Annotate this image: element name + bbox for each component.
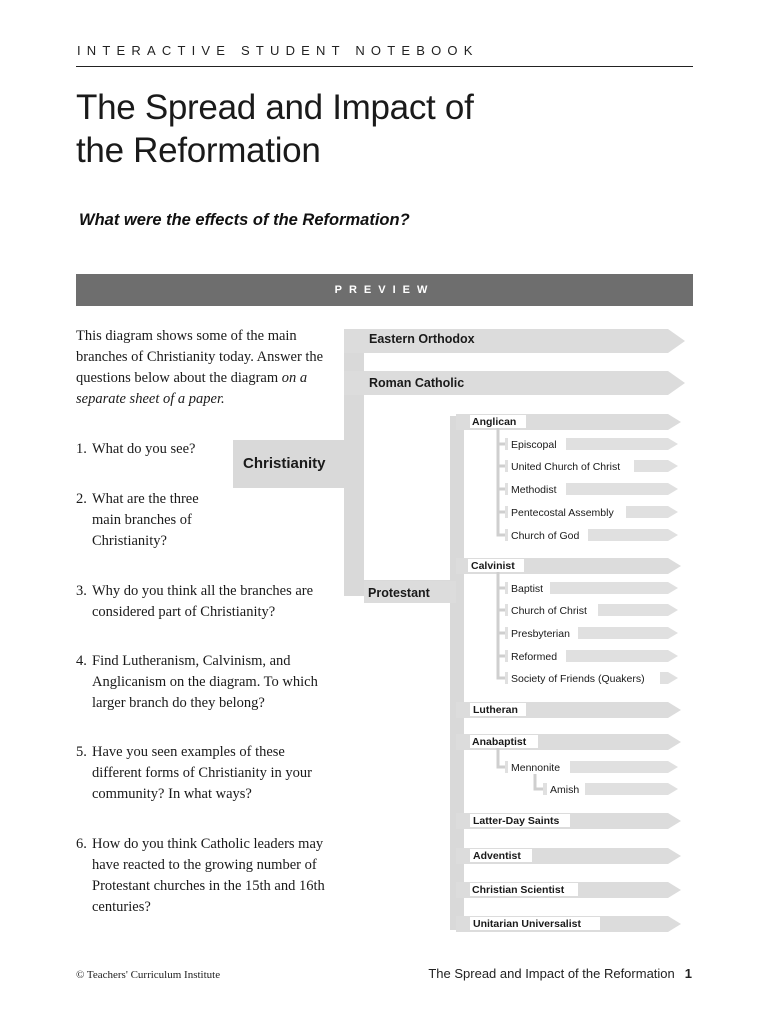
sub-branch-label: Baptist (511, 583, 544, 595)
page-title-line-2: the Reformation (76, 131, 321, 170)
intro-emphasis: on a separate sheet of a paper. (76, 370, 308, 407)
preview-section-bar: PREVIEW (76, 274, 693, 306)
sub-branch-label: Church of God (511, 530, 580, 542)
question-number: 5. (76, 744, 87, 760)
copyright-notice: © Teachers' Curriculum Institute (76, 969, 221, 981)
running-footer (428, 966, 692, 981)
sub-branch-label: Mennonite (511, 762, 561, 774)
question-text: Why do you think all the branches are considered part of Christianity? (92, 583, 314, 620)
essential-question: What were the effects of the Reformation? (79, 211, 410, 229)
question-text: Find Lutheranism, Calvinism, and Anglicanism on the diagram. To which larger branch do they belong? (92, 653, 318, 711)
question-number: 6. (76, 836, 87, 852)
root-label: Christianity (243, 455, 326, 472)
protestant-branch-label: Anabaptist (472, 736, 527, 748)
diagram-connectors (233, 336, 464, 930)
question-number: 1. (76, 441, 87, 457)
sub-branch-label: Pentecostal Assembly (511, 507, 614, 519)
question-text: What are the three main branches of Christianity? (92, 491, 199, 549)
question-number: 4. (76, 653, 87, 669)
protestant-branch-label: Calvinist (471, 560, 515, 572)
protestant-branch-label: Christian Scientist (472, 884, 565, 896)
question-number: 2. (76, 491, 87, 507)
main-branch-label: Roman Catholic (369, 376, 465, 390)
main-branch-label: Protestant (368, 586, 430, 600)
running-title: The Spread and Impact of the Reformation (428, 966, 675, 981)
protestant-branch-label: Adventist (473, 850, 521, 862)
sub-branch-label: Amish (550, 784, 580, 796)
question-text: Have you seen examples of these different forms of Christianity in your community? In what ways? (92, 744, 313, 802)
notebook-label: INTERACTIVE STUDENT NOTEBOOK (77, 43, 479, 58)
question-number: 3. (76, 583, 87, 599)
protestant-branch-label: Anglican (472, 416, 517, 428)
sub-branch-label: Church of Christ (511, 605, 587, 617)
sub-branch-label: Reformed (511, 651, 558, 663)
question-text: How do you think Catholic leaders may have reacted to the growing number of Protestant churches in the 15th and 16th centuries? (92, 836, 325, 915)
sub-branch-label: United Church of Christ (511, 461, 621, 473)
sub-branch-label: Episcopal (511, 439, 557, 451)
protestant-branch-label: Unitarian Universalist (473, 918, 581, 930)
sub-branch-label: Methodist (511, 484, 557, 496)
protestant-branch-label: Latter-Day Saints (473, 815, 560, 827)
main-branch-label: Eastern Orthodox (369, 332, 475, 346)
page-title-line-1: The Spread and Impact of (76, 88, 474, 127)
question-text: What do you see? (92, 441, 196, 457)
intro-text: This diagram shows some of the main branches of Christianity today. Answer the questions below about the diagram (76, 328, 324, 386)
sub-branch-label: Society of Friends (Quakers) (511, 673, 645, 685)
protestant-branch-label: Lutheran (473, 704, 518, 716)
sub-branch-label: Presbyterian (511, 628, 570, 640)
page-number: 1 (684, 966, 692, 981)
